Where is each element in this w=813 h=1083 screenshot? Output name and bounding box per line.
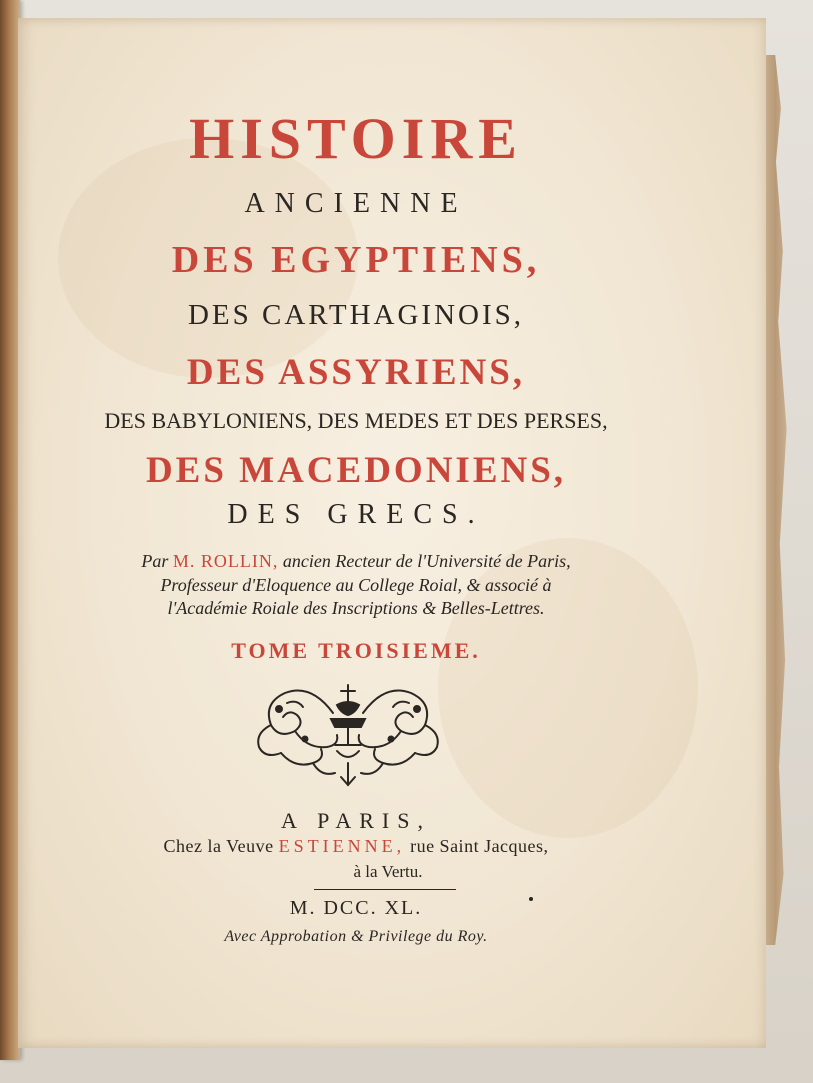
author-name: M. ROLLIN, (172, 551, 279, 571)
title-page (18, 18, 766, 1048)
title-egyptiens: DES EGYPTIENS, (171, 239, 541, 281)
title-assyriens: DES ASSYRIENS, (186, 352, 526, 393)
publisher-name: ESTIENNE, (278, 836, 406, 856)
imprint-publisher (0, 837, 730, 855)
imprint-place: A PARIS, (280, 808, 431, 833)
title-babyloniens: DES BABYLONIENS, DES MEDES ET DES PERSES, (104, 408, 608, 433)
author-line-3: l'Académie Roiale des Inscriptions & Belles-Lettres. (167, 598, 545, 618)
title-ancienne: ANCIENNE (244, 188, 468, 219)
publisher-prefix: Chez la Veuve (163, 836, 279, 856)
title-histoire: HISTOIRE (189, 106, 523, 171)
fleuron-vignette-icon (251, 673, 445, 791)
author-line (0, 552, 730, 570)
tome-label: TOME TROISIEME. (231, 638, 481, 663)
imprint-sign: à la Vertu. (353, 862, 423, 881)
divider-rule (314, 889, 456, 890)
title-grecs: DES GRECS. (227, 499, 485, 530)
author-prefix: Par (141, 551, 173, 571)
author-title: ancien Recteur de l'Université de Paris, (278, 551, 571, 571)
title-macedoniens: DES MACEDONIENS, (145, 450, 567, 491)
author-line-2: Professeur d'Eloquence au College Roial, & associé à (160, 575, 552, 595)
imprint-date: M. DCC. XL. (289, 897, 423, 919)
title-carthaginois: DES CARTHAGINOIS, (187, 299, 525, 331)
privilege-line: Avec Approbation & Privilege du Roy. (224, 928, 488, 945)
publisher-address: rue Saint Jacques, (405, 836, 549, 856)
